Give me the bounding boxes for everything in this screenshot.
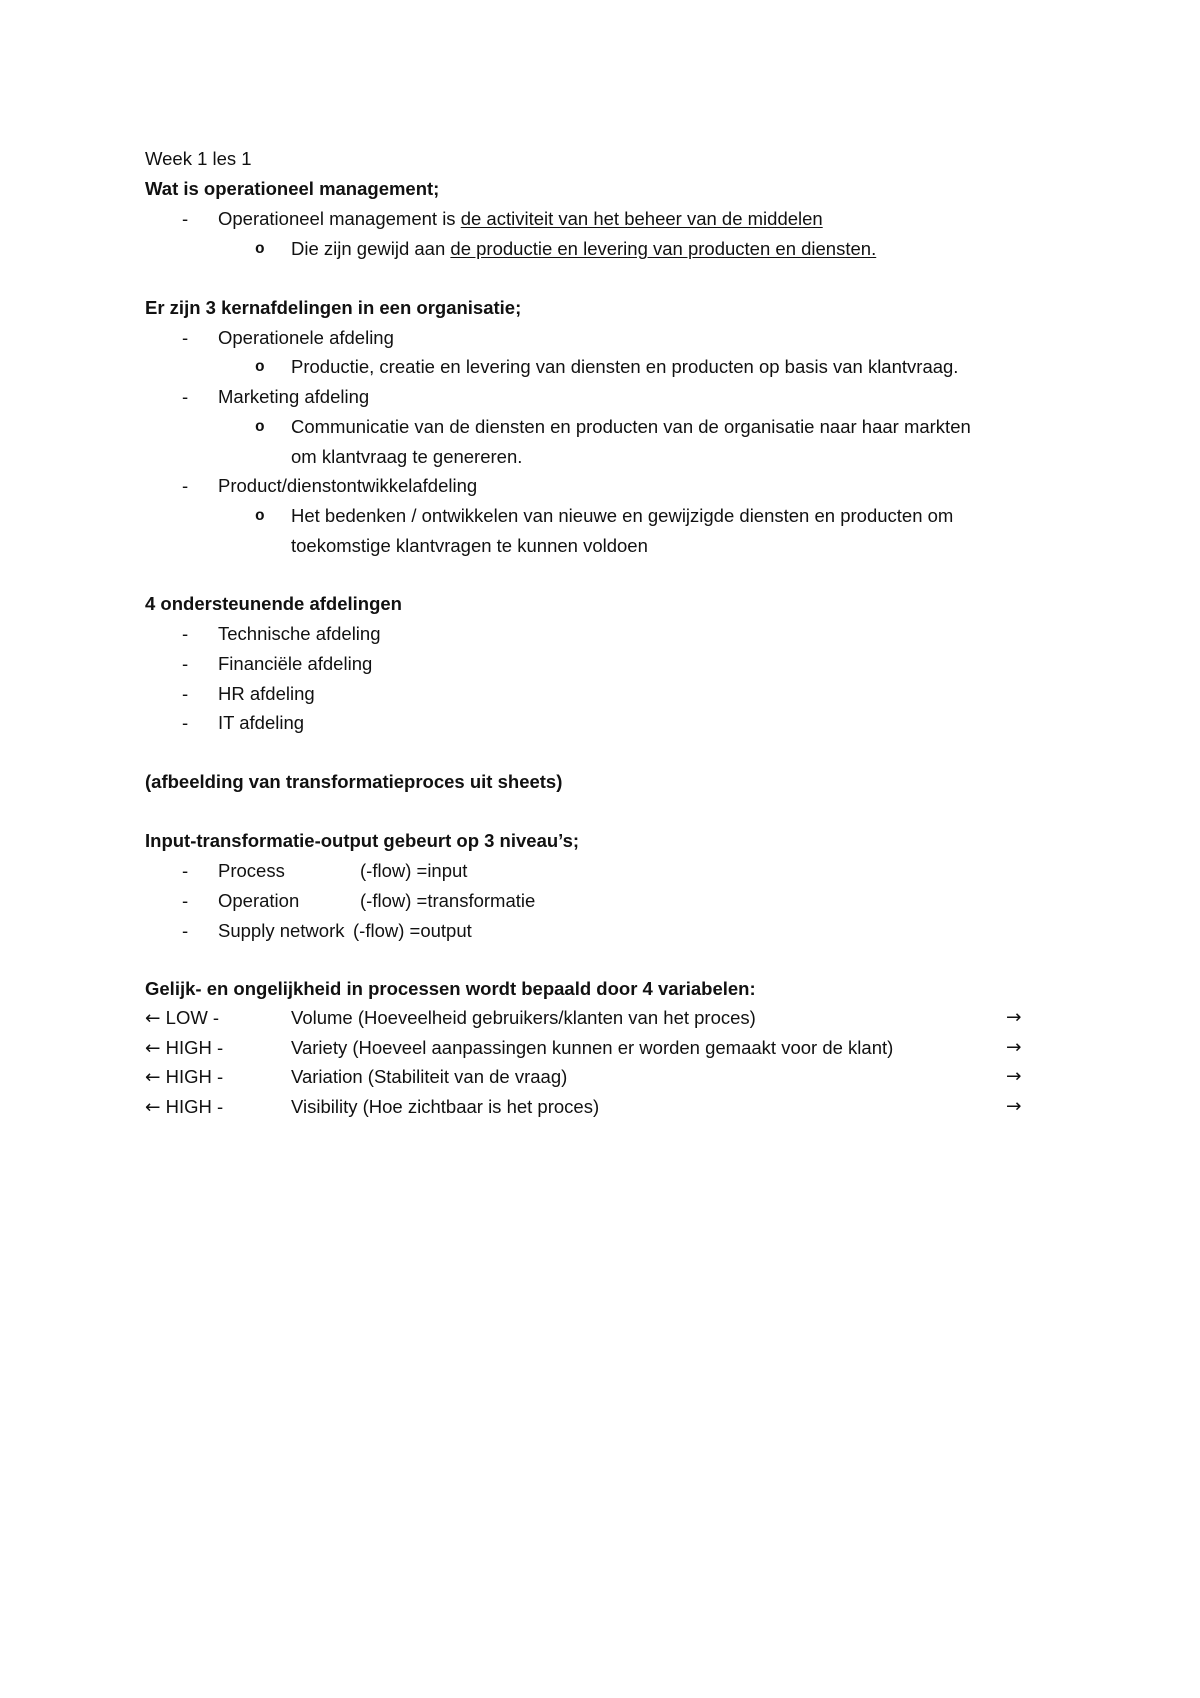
dash-bullet: - (182, 386, 189, 407)
sub-list-item-text: Het bedenken / ontwikkelen van nieuwe en gewijzigde diensten en producten om (291, 505, 954, 526)
list-item-text: Technische afdeling (218, 623, 381, 644)
document-heading: Week 1 les 1 (145, 148, 252, 169)
level-text: HIGH - (165, 1037, 224, 1058)
level-text: HIGH - (165, 1096, 224, 1117)
section-title-core-departments: Er zijn 3 kernafdelingen in een organisatie; (145, 297, 522, 318)
list-item-prefix: Operationeel management is (218, 208, 461, 229)
sub-list-item-continuation: toekomstige klantvragen te kunnen voldoen (291, 535, 648, 556)
circle-bullet: o (255, 358, 265, 376)
flow-text: (-flow) =output (353, 920, 472, 941)
list-item-text: IT afdeling (218, 712, 305, 733)
sub-list-item-prefix: Die zijn gewijd aan (291, 238, 451, 259)
underlined-text: de productie en levering van producten en diensten. (450, 238, 877, 259)
variable-description: Variation (Stabiliteit van de vraag) (291, 1066, 568, 1087)
list-item-text: Financiële afdeling (218, 653, 373, 674)
variable-description: Volume (Hoeveelheid gebruikers/klanten van het proces) (291, 1007, 756, 1028)
dash-bullet: - (182, 653, 189, 674)
right-arrow-icon: → (1006, 1007, 1022, 1028)
right-arrow-icon: → (1006, 1096, 1022, 1117)
left-arrow-icon: ← (145, 1097, 161, 1118)
level-name: Supply network (218, 920, 345, 941)
dash-bullet: - (182, 920, 189, 941)
dash-bullet: - (182, 890, 189, 911)
level-label (145, 1007, 219, 1030)
circle-bullet: o (255, 418, 265, 436)
list-item-text: Product/dienstontwikkelafdeling (218, 475, 478, 496)
dash-bullet: - (182, 208, 189, 229)
list-item-text: Marketing afdeling (218, 386, 370, 407)
level-label (145, 1066, 223, 1089)
level-name: Process (218, 860, 285, 881)
flow-text: (-flow) =input (360, 860, 468, 881)
circle-bullet: o (255, 507, 265, 525)
dash-bullet: - (182, 712, 189, 733)
level-text: HIGH - (165, 1066, 224, 1087)
left-arrow-icon: ← (145, 1067, 161, 1088)
variable-description: Variety (Hoeveel aanpassingen kunnen er worden gemaakt voor de klant) (291, 1037, 894, 1058)
level-text: LOW - (165, 1007, 220, 1028)
dash-bullet: - (182, 475, 189, 496)
underlined-text: de activiteit van het beheer van de middelen (460, 208, 823, 229)
dash-bullet: - (182, 860, 189, 881)
list-item-text: Operationele afdeling (218, 327, 394, 348)
image-placeholder-note: (afbeelding van transformatieproces uit sheets) (145, 771, 563, 792)
left-arrow-icon: ← (145, 1038, 161, 1059)
variable-description: Visibility (Hoe zichtbaar is het proces) (291, 1096, 600, 1117)
sub-list-item-text: Productie, creatie en levering van diensten en producten op basis van klantvraag. (291, 356, 959, 377)
list-item-text (218, 208, 823, 230)
section-title-supporting-departments: 4 ondersteunende afdelingen (145, 593, 402, 614)
list-item-text: HR afdeling (218, 683, 315, 704)
dash-bullet: - (182, 623, 189, 644)
level-name: Operation (218, 890, 300, 911)
section-title-operational-management: Wat is operationeel management; (145, 178, 440, 199)
flow-text: (-flow) =transformatie (360, 890, 536, 911)
section-title-input-transformation-output: Input-transformatie-output gebeurt op 3 niveau’s; (145, 830, 580, 851)
dash-bullet: - (182, 683, 189, 704)
sub-list-item-text: Communicatie van de diensten en producten van de organisatie naar haar markten (291, 416, 971, 437)
dash-bullet: - (182, 327, 189, 348)
left-arrow-icon: ← (145, 1008, 161, 1029)
sub-list-item-text (291, 238, 876, 260)
right-arrow-icon: → (1006, 1066, 1022, 1087)
level-label (145, 1096, 223, 1119)
level-label (145, 1037, 223, 1060)
sub-list-item-continuation: om klantvraag te genereren. (291, 446, 523, 467)
section-title-variables: Gelijk- en ongelijkheid in processen wordt bepaald door 4 variabelen: (145, 978, 756, 999)
circle-bullet: o (255, 240, 265, 258)
right-arrow-icon: → (1006, 1037, 1022, 1058)
